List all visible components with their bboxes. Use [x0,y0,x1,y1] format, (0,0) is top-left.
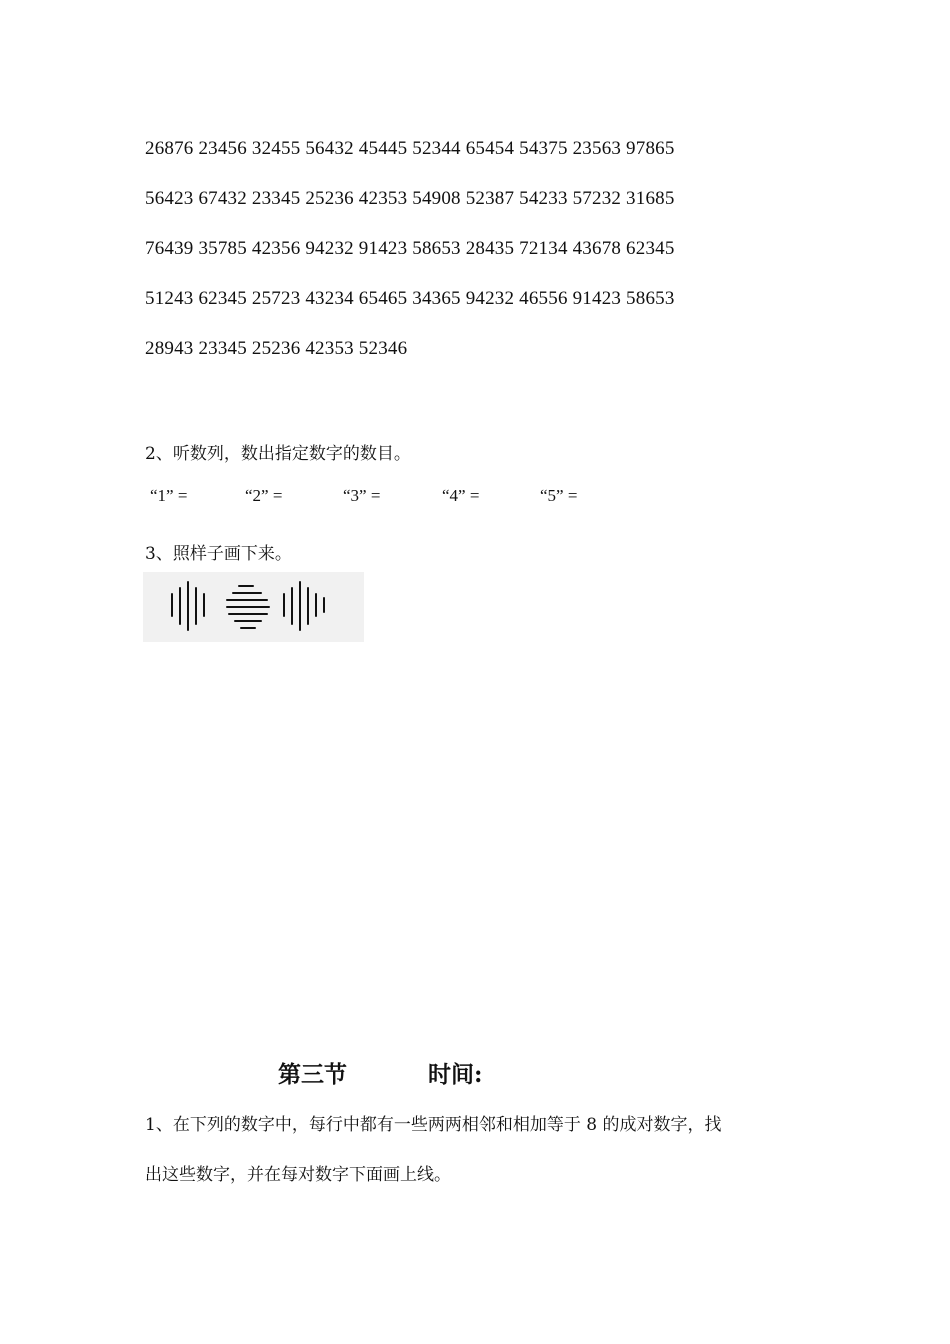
line-pattern-drawing-icon [143,572,364,642]
count-item-5: “5” = [540,486,578,505]
count-item-3: “3” = [343,486,381,505]
number-row-1: 26876 23456 32455 56432 45445 52344 65454 54375 23563 97865 [145,138,675,159]
count-item-4: “4” = [442,486,480,505]
digit-count-row [150,486,610,510]
task2-instruction: 2、听数列，数出指定数字的数目。 [145,444,411,464]
section-title: 第三节 [278,1061,347,1088]
task3-instruction: 3、照样子画下来。 [145,544,292,564]
number-row-4: 51243 62345 25723 43234 65465 34365 94232 46556 91423 58653 [145,288,675,309]
number-row-3: 76439 35785 42356 94232 91423 58653 28435 72134 43678 62345 [145,238,675,259]
time-label: 时间: [428,1061,483,1088]
sample-pattern-image [143,572,364,642]
number-row-2: 56423 67432 23345 25236 42353 54908 52387 54233 57232 31685 [145,188,675,209]
section3-task1-line1: 1、在下列的数字中，每行中都有一些两两相邻和相加等于 8 的成对数字，找 [145,1115,722,1135]
count-item-1: “1” = [150,486,188,505]
number-row-5: 28943 23345 25236 42353 52346 [145,338,408,359]
count-item-2: “2” = [245,486,283,505]
section3-task1-line2: 出这些数字，并在每对数字下面画上线。 [145,1165,451,1185]
